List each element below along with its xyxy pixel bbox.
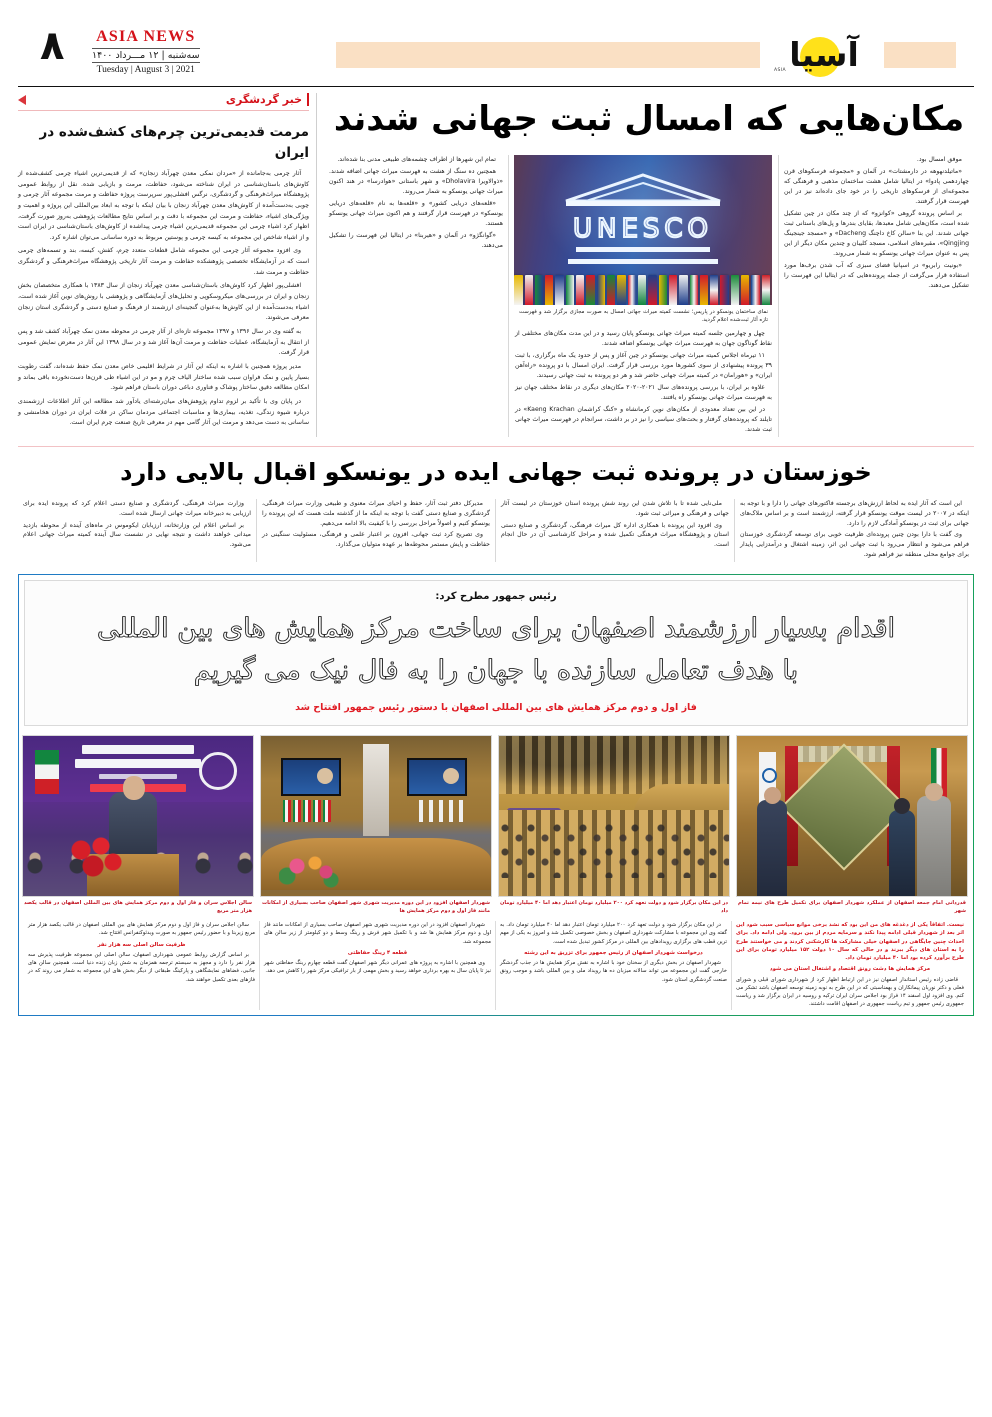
quote-subhead: فاز اول و دوم مرکز همایش های بین المللی اصفهان با دستور رئیس جمهور افتتاح شد — [295, 701, 697, 713]
paragraph: وی تصریح کرد ثبت جهانی، افزون بر اعتبار علمی و فرهنگی، مسئولیت سنگینی در حفاظت و پایش مستمر محوطه‌ها بر عهده متولیان می‌گذارد. — [262, 531, 490, 549]
banner-line-2 — [75, 759, 201, 768]
paragraph: بر اساس پرونده گروهی «کوانزو» که از چند مکان در چین تشکیل شده است، مکان‌هایی شامل معبدها، بقایای بندرها و پل‌های باستانی ثبت جهانی شدند. این بنا «سالن کاخ داچنگ Dacheng» و «مسجد جینجینگ Qingjing»، مقبره‌های اسلامی، مسجد کلیبان و چندین مکان دیگر از این پس به عنوان میراث جهانی یونسکو به شمار می‌روند. — [784, 210, 969, 258]
audience — [499, 822, 729, 878]
photo-caption: سالن اجلاس سران و فاز اول و دوم مرکز همایش های بین المللی اصفهان در قالب یکصد هزار متر مربع — [24, 899, 252, 914]
paragraph-lead: نیست. اتفاقاً یکی از دغدغه های من این بود که نشد برخی موانع سیاسی سبب شود این اثر بعد از شهردار قبلی ادامه پیدا نکند و سرمایه مردم از بین برود. ولی ادامه داد. برای احداث چنین جایگاهی در اصفهان خیلی مشارکت ها کارشکنی کردند و می خواستند طرح را به استان های دیگر ببرند و در حالی که سال ۱۰ دولت ۱۵۲ میلیارد تومان برای این طرح برآورد کرده بود اما ۴۰ میلیارد تومان داد. — [736, 922, 964, 962]
paragraph: بر اساس اعلام این وزارتخانه، ارزیابان ایکوموس در ماه‌های آینده از محوطه بازدید میدانی خواهند داشت و نتیجه نهایی در نشست سال آینده کمیته میراث جهانی اعلام می‌شود. — [23, 521, 251, 549]
official-figure — [757, 800, 787, 896]
paragraph: وی گفت با دارا بودن چنین پرونده‌ای ظرفیت خوبی برای توسعه گردشگری خوزستان فراهم می‌شود و انتظار می‌رود با ثبت جهانی این اثر، زمینه اشتغال و درآمدزایی پایدار برای جوامع محلی منطقه نیز فراهم شود. — [740, 531, 969, 559]
logo-wordmark: آسیا — [789, 34, 859, 74]
paragraph: قاضی زاده رئیس استاندار اصفهان نیز در این ارتباط اظهار کرد از شهرداری شورای قبلی و شورای فعلی و دکتر نوریان پیمانکاران و بهمناسبتی که در این طرح به نوبه زمینه توسعه اصفهان باشد تشکر می کنم. وی افزود اول اسفند ۱۴ فراز بود اجلاس سران ایران ترکیه و روسیه در ایران برگزار شد و ریاست جمهوری رئیس جمهور و تیم ریاست جمهوری در اصفهان اقامت داشتند. — [736, 976, 964, 1008]
bottom-column-4 — [24, 921, 260, 1010]
secondary-headline: خوزستان در پرونده ثبت جهانی ایده در یونسکو اقبال بالایی دارد — [120, 458, 872, 487]
quote-line-1: اقدام بسیار ارزشمند اصفهان برای ساخت مرکز همایش های بین المللی — [96, 613, 896, 645]
paragraph: «بونیت رابریو» در اسپانیا فضای سبزی که آب شدن برف‌ها مورد استفاده قرار می‌گرفت از جمله پرونده‌هایی که در ایتالیا این فهرست را تشکیل می‌دهند. — [784, 262, 969, 290]
iran-flag-icon — [35, 750, 59, 794]
photo-caption: در این مکان برگزار شود و دولت تعهد کرد ۲۰۰ میلیارد تومان اعتبار دهد اما ۴۰ میلیارد تومان داد — [500, 899, 729, 914]
story-column-1 — [779, 155, 974, 437]
secondary-column-3 — [257, 499, 496, 563]
feature-divider — [18, 446, 974, 447]
white-flags-row — [419, 800, 465, 822]
paragraph: این است که آثار ایده به لحاظ ارزش‌های برجسته فاکتورهای جهانی را دارا و با توجه به اینکه در ۲۰۰۷ در لیست موقت یونسکو قرار گرفته، ارزشمند است و بر اساس ملاک‌های جهانی برای ثبت در یونسکو آمادگی لازم را دارد. — [740, 499, 969, 527]
quote-attribution: رئیس جمهور مطرح کرد: — [435, 591, 557, 603]
speaker-figure — [917, 796, 951, 896]
section-heading: ظرفیت سالن اصلی سه هزار نفر — [97, 941, 186, 948]
masthead — [18, 0, 974, 78]
flower-arrangement — [279, 854, 341, 888]
kicker-divider — [18, 110, 309, 111]
paragraph: وی افزود مجموعه آثار چرمی این مجموعه شامل قطعات متعدد چرم، کفش، کیسه، بند و تسمه‌های چرمی است که در آزمایشگاه تخصصی پژوهشکده حفاظت و مرمت آثار تاریخی پژوهشگاه میراث‌فرهنگی و گردشگری حفاظت و مرمت شد. — [18, 247, 310, 276]
paragraph: سالن اجلاس سران و فاز اول و دوم مرکز همایش های بین المللی اصفهان در قالب یکصد هزار متر مربع زیربنا و با حضور رئیس جمهور به صورت ویدئوکنفرانس افتتاح شد. — [28, 922, 255, 937]
photo-caption: قدردانی امام جمعه اصفهان از عملکرد شهردار اصفهان برای تکمیل طرح های نیمه تمام شهر — [738, 899, 966, 914]
photo-cell-4 — [22, 735, 254, 917]
paragraph: «قلعه‌های دریایی کشور» و «قلعه‌ها به نام «قلعه‌های دریایی یونسکو» در فهرست قرار گرفتند و هم اکنون میراث جهانی یونسکو هستند. — [329, 200, 503, 228]
photo-cell-2 — [498, 735, 730, 917]
paragraph: ۱۱ تیرماه اجلاس کمیته میراث جهانی یونسکو در چین آغاز و پس از حدود یک ماه برگزاری، با ثبت ۳۹ پرونده پیشنهادی از سوی کشورها مورد بررسی قرار گرفت. ایران امسال با دو پرونده «راه‌آهن ایران» و «هورامان» در کمیته میراث جهانی حاضر شد و هر دو پرونده به ثبت جهانی رسیدند. — [515, 351, 772, 379]
photo-strip — [24, 735, 968, 917]
bottom-column-1 — [732, 921, 968, 1010]
paragraph: در پایان وی با تأکید بر لزوم تداوم پژوهش‌های میان‌رشته‌ای یادآور شد مطالعه این آثار اطلاعات ارزشمندی درباره شیوه زندگی، تغذیه، بیماری‌ها و مناسبات اجتماعی مردمان ساکن در فلات ایران در دوران هخامنشی و ساسانی به دست می‌دهد و مرمت این آثار گامی مهم در معرفی تاریخ صنعت چرم ایران است. — [18, 398, 310, 427]
publication-logo[interactable] — [764, 30, 884, 82]
paragraph: علاوه بر ایران، با بررسی پرونده‌های سال ۲۰۲۱-۲۰۲۰ مکان‌های دیگری در نقاط مختلف جهان نیز به فهرست میراث جهانی یونسکو راه یافتند. — [515, 383, 772, 401]
video-screen-left — [281, 758, 341, 796]
tourism-body — [18, 169, 309, 429]
paragraph: شهردار اصفهان افزود در این دوره مدیریت شهری شهر اصفهان صاحب بسیاری از امکانات مانند فاز اول و دوم مرکز همایش ها شد و با تکمیل شهر فرش و رینگ وسط و دو کیلومتر از زیر سالن های مجموعه شد. — [264, 922, 491, 945]
tourism-story — [18, 93, 309, 437]
svg-text:UNESCO: UNESCO — [572, 213, 714, 244]
brand-name-en: ASIA NEWS — [96, 28, 196, 45]
masthead-divider — [18, 86, 974, 87]
paragraph: مدیرکل دفتر ثبت آثار، حفظ و احیای میراث معنوی و طبیعی وزارت میراث فرهنگی، گردشگری و صنایع دستی گفت با توجه به اینکه ما از گذشته ملت هست که این پرونده را یونسکو کنیم و اصولاً مراحل بررسی را با کیفیت بالا ادامه می‌دهیم. — [262, 499, 490, 527]
paragraph: چهل و چهارمین جلسه کمیته میراث جهانی یونسکو پایان رسید و در این مدت مکان‌های مختلفی از نقاط گوناگون جهان به فهرست میراث جهانی یونسکو اضافه شدند. — [515, 329, 772, 347]
kicker-label[interactable]: خبر گردشگری — [226, 93, 309, 106]
photo-cell-1 — [736, 735, 968, 917]
quote-headline — [39, 608, 953, 692]
paragraph: وزارت میراث فرهنگی، گردشگری و صنایع دستی اعلام کرد که پرونده ایده برای ارزیابی به دبیرخانه میراث جهانی ارسال شده است. — [23, 499, 251, 517]
secondary-story-columns — [18, 499, 974, 563]
triangle-icon — [18, 95, 26, 105]
secondary-column-2 — [496, 499, 735, 563]
date-persian: سه‌شنبه | ۱۲ مـــرداد ۱۴۰۰ — [92, 49, 200, 61]
page-number: ۸ — [36, 26, 68, 66]
paragraph: به گفته وی در سال ۱۳۹۶ و ۱۳۹۷ مجموعه تازه‌ای از آثار چرمی در محوطه معدن نمک چهرآباد کشف شد و پس از انتقال به آزمایشگاه، عملیات حفاظت و مرمت آن‌ها آغاز شد و در سال ۱۳۹۸ این آثار در معرض نمایش عمومی قرار گرفت. — [18, 328, 310, 357]
speaker-podium-photo — [22, 735, 254, 897]
bottom-column-2 — [496, 921, 732, 1010]
kicker-row — [18, 93, 309, 106]
video-screen-right — [407, 758, 467, 796]
secondary-column-1 — [735, 499, 974, 563]
main-headline: مکان‌هایی که امسال ثبت جهانی شدند — [333, 99, 965, 139]
paragraph: آثار چرمی به‌جامانده از «مردان نمکی معدن چهرآباد زنجان» که از قدیمی‌ترین اشیاء چرمی کشف‌شده از کاوش‌های باستان‌شناسی در ایران شناخته می‌شود، حفاظت، مرمت و بازیابی شده. نقل از روابط عمومی پژوهشگاه میراث‌فرهنگی و گردشگری، نرگس افشلی‌پور سرپرست پروژه حفاظت و مرمت مجموعه آثار چرمی و چوبی به‌دست‌آمده از کاوش‌های معدن چهرآباد زنجان با بیان اینکه با توجه به ابعاد بین‌المللی این پروژه و اهمیت و ویژگی‌های اشیاء، حفاظت و مرمت این مجموعه با دقت و بر اساس نتایج مطالعات پژوهشی به‌روز صورت گرفت، اظهار کرد اشیاء چرمی این مجموعه قدیمی‌ترین اشیاء چرمی پیداشده از کاوش‌های باستان‌شناسی در ایران است و از اشیاء شاخص این مجموعه به کیسه چرمی و پوستین مربوط به دوره ساسانی می‌توان اشاره کرد. — [18, 169, 310, 241]
conference-hall-photo — [498, 735, 730, 897]
paragraph: موفق امسال بود. — [916, 155, 962, 163]
speaker-head — [925, 783, 943, 801]
paragraph: همچنین ده سنگ از هشت به فهرست میراث جهانی اضافه شدند. «ذوالاویرا Dholavira» و شهر باستانی «هوادرسا» در هند اکنون میراث جهانی یونسکو به شمار می‌روند. — [329, 167, 504, 196]
paragraph: در این بین تعداد معدودی از مکان‌های نوین کرمانشاه و «کنگ کراشمان Kaeng Krachan» در تایلند که پرونده‌های گرفتار و بحث‌های سیاسی را نیز در بر داشت، سرانجام در فهرست میراث جهانی ثبت شدند. — [515, 405, 772, 434]
story-column-photo — [509, 155, 779, 437]
paragraph: در این مکان برگزار شود و دولت تعهد کرد ۲۰۰ میلیارد تومان اعتبار دهد اما ۴۰ میلیارد تومان داد. به گفته وی این مجموعه با مشارکت شهرداری اصفهان و بخش خصوصی تکمیل شد و امروز به یکی از مهم ترین قطب های برگزاری رویدادهای بین المللی در مرکز کشور تبدیل شده است. — [500, 922, 727, 945]
cleric-figure — [889, 810, 915, 896]
secondary-column-4 — [18, 499, 257, 563]
stage-screens-photo — [260, 735, 492, 897]
section-heading: مرکز همایش ها دشت رونق اقتصاد و اشتغال استان می شود — [769, 966, 931, 973]
story-column-3 — [324, 155, 509, 437]
unesco-logo-icon — [560, 171, 726, 267]
organization-emblem-icon — [199, 752, 237, 790]
quote-line-2: با هدف تعامل سازنده با جهان را به فال نیک می گیریم — [193, 655, 799, 687]
photo-caption: نمای ساختمان یونسکو در پاریس؛ نشست کمیته میراث جهانی امسال به صورت مجازی برگزار شد و فهرست تازه آثار ثبت‌شده اعلام گردید. — [519, 308, 768, 324]
section-heading: درخواست شهردار اصفهان از رئیس جمهور برای تزریق به این رشته — [524, 949, 703, 956]
feature-box — [18, 574, 974, 1016]
paragraph: وی افزود این پرونده با همکاری اداره کل میراث فرهنگی، گردشگری و صنایع دستی استان و پژوهشگاه میراث فرهنگی تکمیل شده و مراحل کارشناسی آن در حال انجام است. — [501, 521, 729, 549]
main-story-columns — [324, 155, 974, 437]
bottom-columns — [24, 921, 968, 1010]
paragraph: وی همچنین با اشاره به پروژه های عمرانی دیگر شهر اصفهان گفت قطعه چهارم رینگ حفاظتی شهر نیز تا پایان سال به بهره برداری خواهد رسید و بخش مهمی از بار ترافیکی مرکز شهر را کاهش می دهد. — [264, 960, 491, 975]
photo-caption: شهردار اصفهان افزود در این دوره مدیریت شهری شهر اصفهان صاحب بسیاری از امکانات مانند فاز اول و دوم مرکز همایش ها — [262, 899, 490, 914]
photo-cell-3 — [260, 735, 492, 917]
paragraph: تمام این شهرها از اطراف چشمه‌های طبیعی مدنی بنا شده‌اند. — [337, 155, 496, 163]
logo-subtext: ASIA — [774, 68, 786, 73]
flags-row — [514, 265, 772, 305]
paragraph: بر اساس گزارش روابط عمومی شهرداری اصفهان، سالن اصلی این مجموعه ظرفیت پذیرش سه هزار نفر را دارد و مجهز به سیستم ترجمه همزمان به شش زبان زنده دنیا است. همچنین سالن های جانبی، فضاهای نمایشگاهی و پارکینگ طبقاتی از دیگر بخش های این مجموعه به شمار می روند که در فازهای بعدی تکمیل خواهند شد. — [28, 951, 255, 983]
top-section — [18, 93, 974, 437]
speaker-head — [123, 776, 145, 800]
paragraph: مدیر پروژه همچنین با اشاره به اینکه این آثار در شرایط اقلیمی خاص معدن نمک حفظ شده‌اند، گفت رطوبت بسیار پایین و نمک فراوان سبب شده ساختار الیاف چرم و مو در این اشیاء طی قرن‌ها دست‌نخورده باقی بماند و امکان مطالعه دقیق ساختار پوشاک و فناوری دباغی دوران باستان فراهم شود. — [18, 363, 310, 392]
section-divider — [316, 93, 317, 437]
feature-box-inner — [24, 580, 968, 726]
masthead-brand-block — [84, 28, 208, 75]
date-gregorian: Tuesday | August 3 | 2021 — [96, 64, 195, 75]
paragraph: افشلی‌پور اظهار کرد کاوش‌های باستان‌شناسی معدن چهرآباد زنجان از سال ۱۳۸۳ با همکاری متخصصان بخش زنجان و ایران در بررسی‌های میکروسکوپی و تحلیل‌های آزمایشگاهی و پژوهشی با روش‌های نوین آغاز شده است، اشیاء به‌دست‌آمده از این کاوش‌ها به‌عنوان گنجینه‌ای ارزشمند از فرهنگ و صنایع دستی و گردشگری استان زنجان معرفی می‌شوند. — [18, 282, 310, 322]
paragraph: ملی‌نایی شده تا با تلاش شدن این روند شش پرونده استان خوزستان در لیست آثار جهانی و فرهنگی و میراثی ثبت شود. — [501, 499, 729, 517]
center-pillar — [363, 744, 389, 836]
iran-flags-row — [283, 800, 331, 822]
paragraph: «گوانگژو» در آلمان و «هیربنا» در ایتالیا این فهرست را تشکیل می‌دهند. — [329, 232, 503, 250]
main-story — [324, 93, 974, 437]
tourism-headline: مرمت قدیمی‌ترین چرم‌های کشف‌شده در ایران — [39, 124, 310, 161]
bottom-column-3 — [260, 921, 496, 1010]
red-flower-arrangement — [67, 836, 123, 884]
plaque-unveiling-photo — [736, 735, 968, 897]
unesco-headquarters-photo — [514, 155, 772, 305]
paragraph: «ماتیلدنهوهه در دارمشتات» در آلمان و «مجموعه فرسکوهای قرن چهاردهمی پادوا» در ایتالیا شامل هشت ساختمان مذهبی و فرهنگی که مجموعه‌ای از فرسکوهای تاریخی را در خود جای داده‌اند نیز در این فهرست قرار گرفتند. — [784, 167, 969, 206]
banner-line-1 — [82, 745, 194, 754]
official-head — [764, 787, 781, 804]
section-heading: قطعه ۴ رینگ حفاظتی — [347, 949, 408, 956]
paragraph: شهردار اصفهان در بخش دیگری از سخنان خود با اشاره به نقش مرکز همایش ها در جذب گردشگر خارجی گفت این مجموعه می تواند سالانه میزبان ده ها رویداد ملی و بین المللی باشد و موجب رونق صنعت گردشگری استان شود. — [500, 960, 727, 983]
cleric-head — [894, 798, 910, 814]
masthead-decor-bar-midleft — [336, 42, 598, 68]
